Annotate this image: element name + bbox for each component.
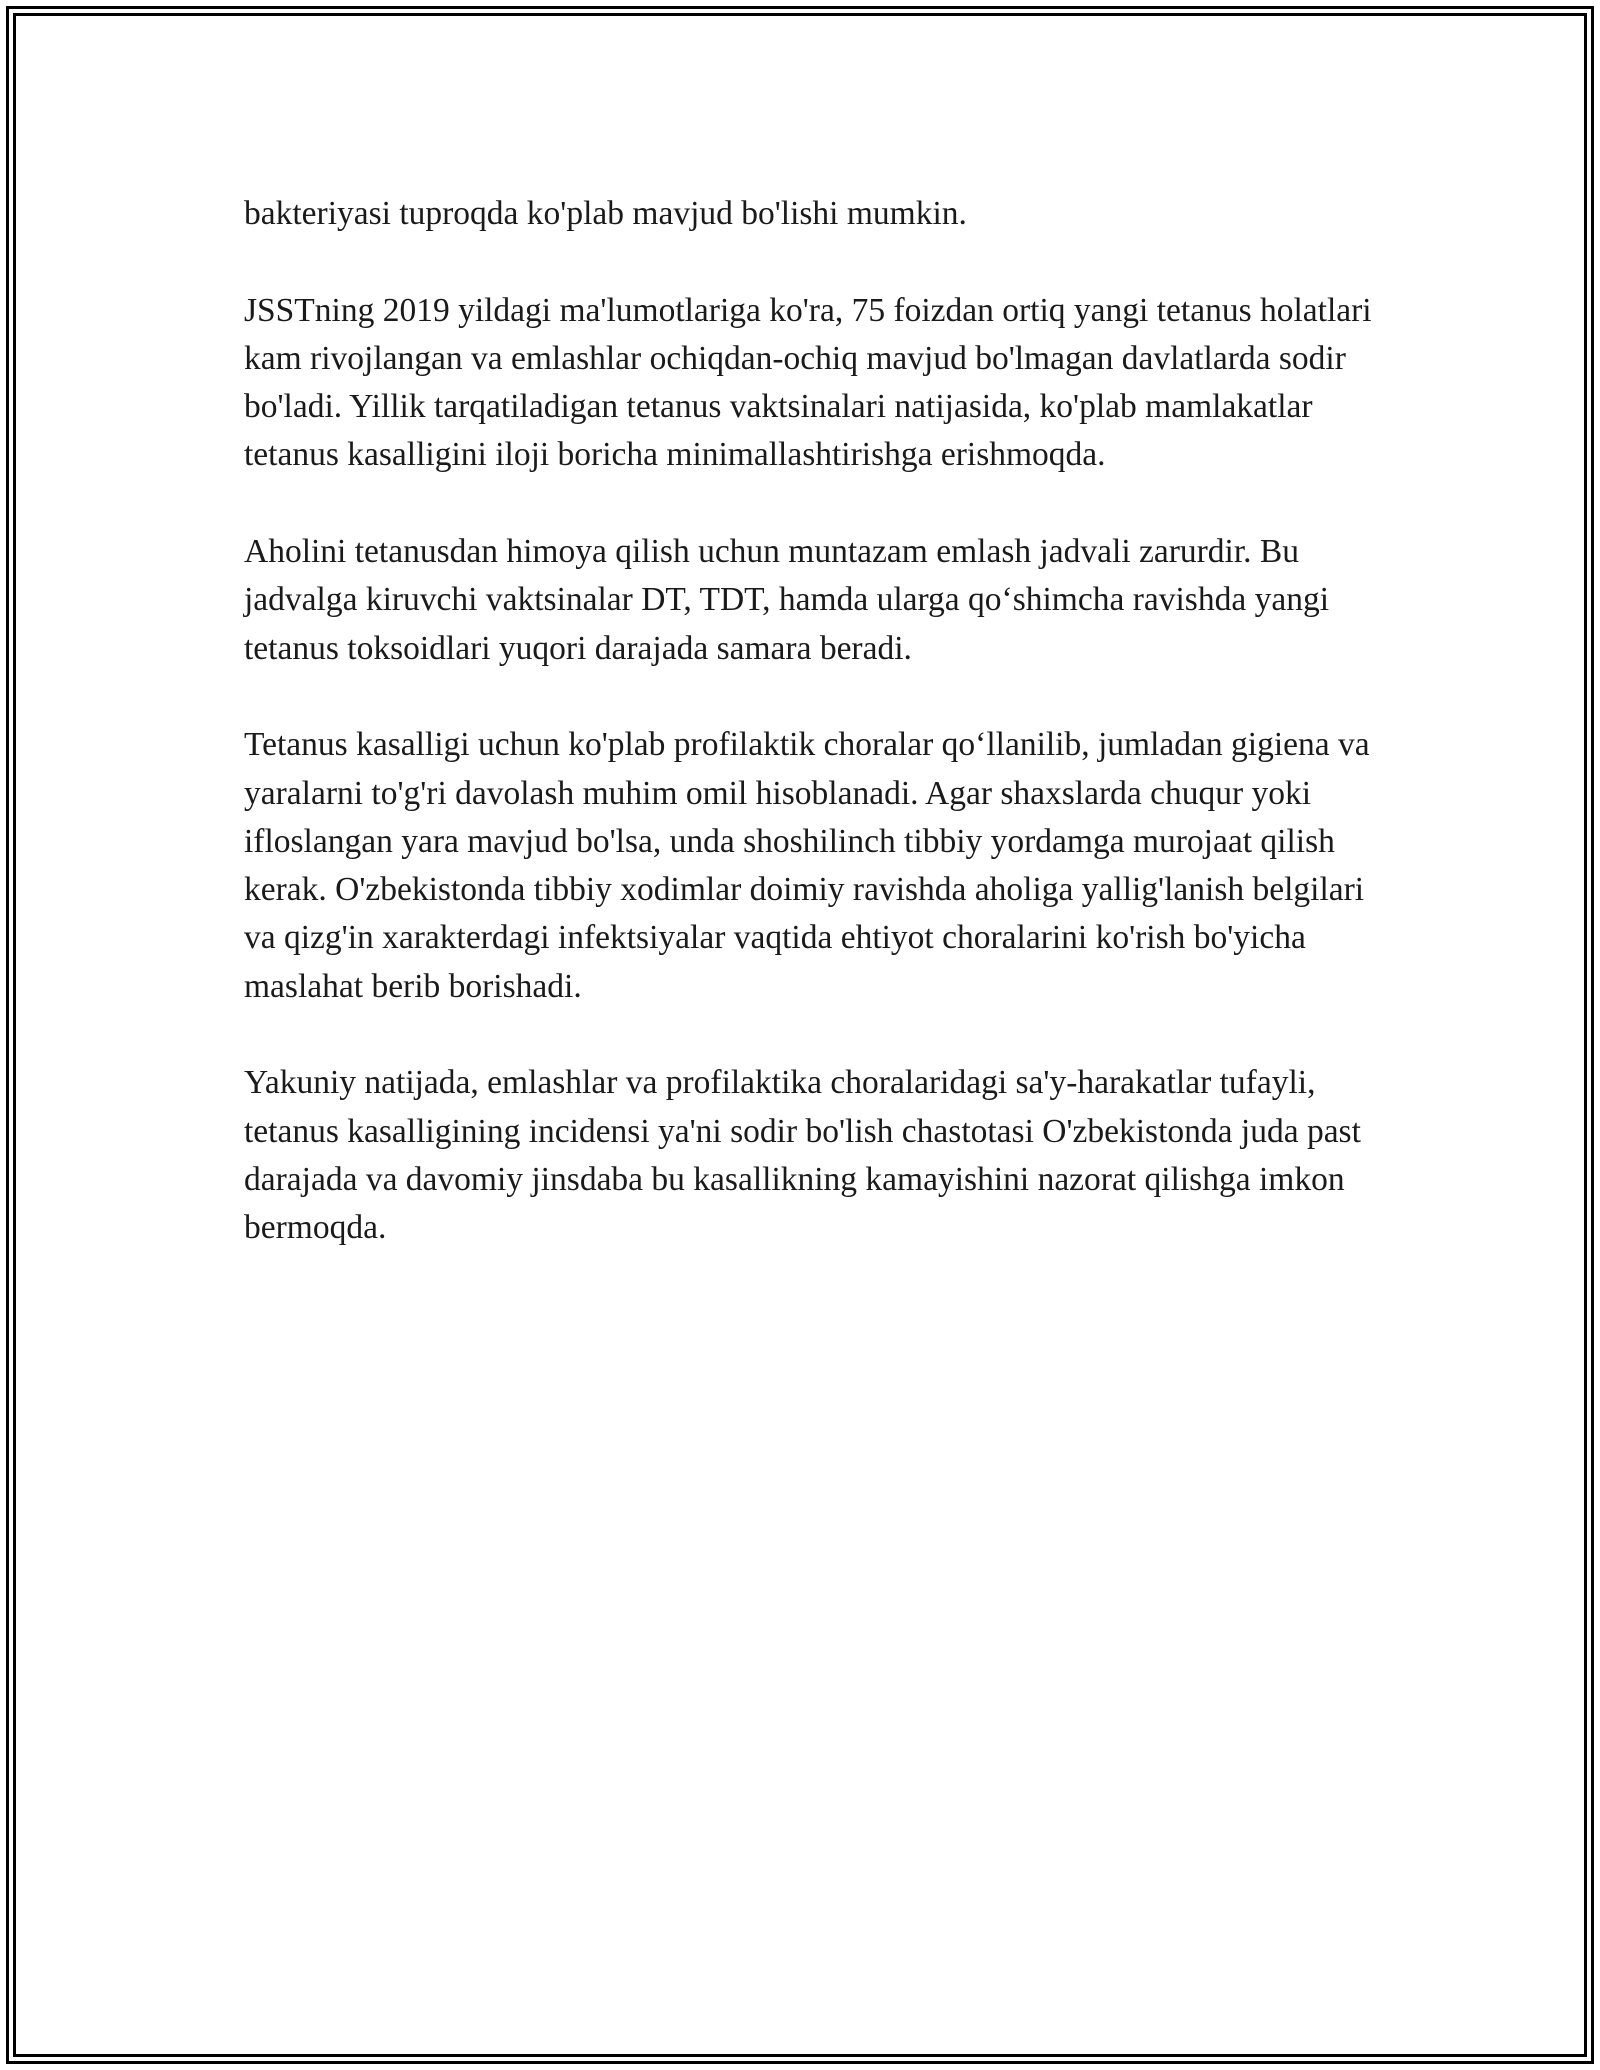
paragraph-who-statistics: JSSTning 2019 yildagi ma'lumotlariga ko'ra, 75 foizdan ortiq yangi tetanus holatlari kam rivojlangan va emlashlar ochiqdan-ochiq mavjud bo'lmagan davlatlarda sodir bo'ladi. Yillik tarqatiladigan tetanus vaktsinalari natijasida, ko'plab mamlakatlar tetanus kasalligini iloji boricha minimallashtirishga erishmoqda.: [244, 291, 1372, 474]
paragraph-continuation: bakteriyasi tuproqda ko'plab mavjud bo'lishi mumkin.: [244, 195, 967, 232]
paragraph-vaccination-schedule: Aholini tetanusdan himoya qilish uchun muntazam emlash jadvali zarurdir. Bu jadvalga kiruvchi vaktsinalar DT, TDT, hamda ularga qo‘shimcha ravishda yangi tetanus toksoidlari yuqori darajada samara beradi.: [244, 533, 1330, 667]
paragraph-conclusion: Yakuniy natijada, emlashlar va profilaktika choralaridagi sa'y-harakatlar tufayli, tetanus kasalligining incidensi ya'ni sodir bo'lish chastotasi O'zbekistonda juda past darajada va davomiy jinsdaba bu kasallikning kamayishini nazorat qilishga imkon bermoqda.: [244, 1064, 1361, 1247]
page-outer-border: [6, 6, 1594, 2064]
paragraph-prevention-measures: Tetanus kasalligi uchun ko'plab profilaktik choralar qo‘llanilib, jumladan gigiena va yaralarni to'g'ri davolash muhim omil hisoblanadi. Agar shaxslarda chuqur yoki ifloslangan yara mavjud bo'lsa, unda shoshilinch tibbiy yordamga murojaat qilish kerak. O'zbekistonda tibbiy xodimlar doimiy ravishda aholiga yallig'lanish belgilari va qizg'in xarakterdagi infektsiyalar vaqtida ehtiyot choralarini ko'rish bo'yicha maslahat berib borishadi.: [244, 726, 1370, 1005]
document-body: [244, 190, 1384, 1253]
page-inner-border: [13, 13, 1587, 2057]
